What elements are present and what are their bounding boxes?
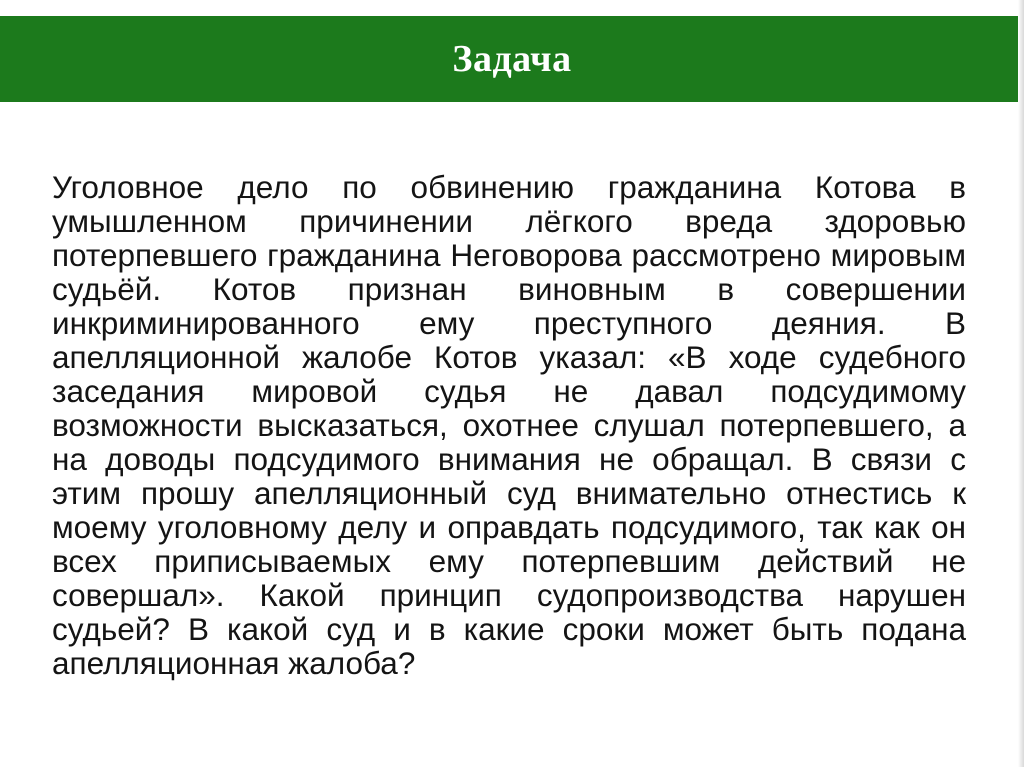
task-text: Уголовное дело по обвинению гражданина Котова в умышленном причинении лёгкого вреда здоровью потерпевшего гражданина Неговорова рассмотрено мировым судьёй. Котов признан виновным в совершении инкриминированного ему преступного деяния. В апелляционной жалобе Котов указал: «В ходе судебного заседания мировой судья не давал подсудимому возможности высказаться, охотнее слушал потерпевшего, а на доводы подсудимого внимания не обращал. В связи с этим прошу апелляционный суд внимательно отнестись к моему уголовному делу и оправдать подсудимого, так как он всех приписываемых ему потерпевшим действий не совершал». Какой принцип судопроизводства нарушен судьей? В какой суд и в какие сроки может быть подана апелляционная жалоба?: [52, 169, 966, 681]
slide-title: Задача: [452, 38, 572, 80]
slide-edge-shadow: [1018, 0, 1024, 767]
title-bar: [0, 16, 1024, 102]
